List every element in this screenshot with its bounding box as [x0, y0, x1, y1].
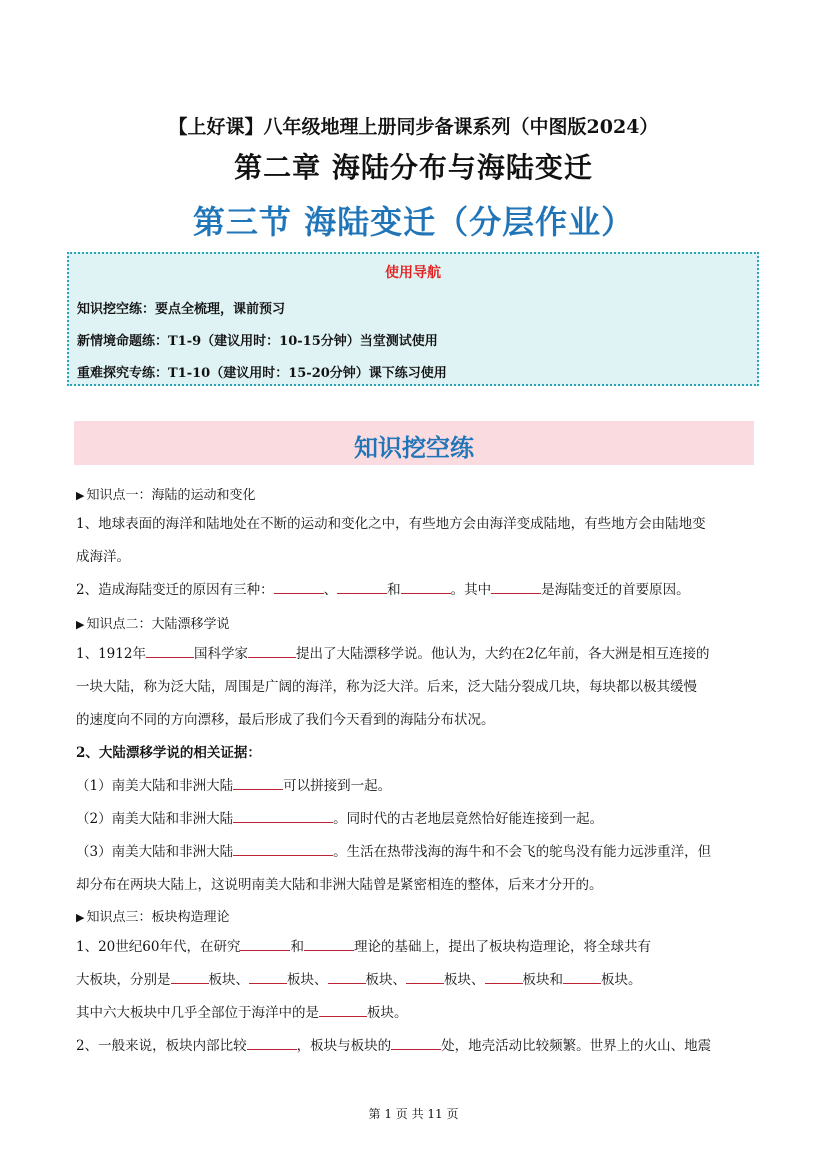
usage-guide-title: 使用导航	[385, 265, 441, 281]
triangle-bullet-icon: ▶	[76, 911, 85, 924]
paragraph: 一块大陆，称为泛大陆，周围是广阔的海洋，称为泛大洋。后来，泛大陆分裂成几块，每块都以极其缓慢	[76, 679, 697, 695]
guide-line: 知识挖空练：要点全梳理，课前预习	[77, 302, 286, 317]
paragraph-with-blanks: 2、造成海陆变迁的原因有三种： 、 和 。其中 是海陆变迁的首要原因。	[76, 582, 690, 598]
guide-line: 重难探究专练：T1-10（建议用时：15-20分钟）课下练习使用	[77, 366, 447, 381]
evidence-heading: 2、大陆漂移学说的相关证据：	[76, 745, 261, 761]
usage-guide-box	[67, 252, 759, 386]
paragraph-with-blanks: （1）南美大陆和非洲大陆 可以拼接到一起。	[76, 778, 392, 794]
fill-blank[interactable]	[233, 842, 333, 856]
fill-blank[interactable]	[248, 644, 296, 658]
paragraph-with-blanks: （3）南美大陆和非洲大陆 。生活在热带浅海的海牛和不会飞的鸵鸟没有能力远涉重洋，但	[76, 844, 712, 860]
series-title: 【上好课】八年级地理上册同步备课系列（中图版2024）	[168, 116, 659, 138]
fill-blank[interactable]	[406, 970, 444, 984]
paragraph: 却分布在两块大陆上，这说明南美大陆和非洲大陆曾是紧密相连的整体，后来才分开的。	[76, 877, 603, 893]
page-footer: 第 1 页 共 11 页	[368, 1107, 459, 1121]
fill-blank[interactable]	[240, 937, 290, 951]
fill-blank[interactable]	[249, 970, 287, 984]
fill-blank[interactable]	[391, 1036, 441, 1050]
paragraph: 1、地球表面的海洋和陆地处在不断的运动和变化之中，有些地方会由海洋变成陆地，有些地方会由陆地变	[76, 516, 706, 532]
fill-blank[interactable]	[233, 776, 283, 790]
knowledge-point-heading: ▶ 知识点一：海陆的运动和变化	[76, 488, 256, 503]
fill-blank[interactable]	[563, 970, 601, 984]
paragraph: 的速度向不同的方向漂移，最后形成了我们今天看到的海陆分布状况。	[76, 712, 495, 728]
fill-blank[interactable]	[337, 580, 387, 594]
knowledge-point-heading: ▶ 知识点三：板块构造理论	[76, 910, 230, 925]
guide-line: 新情境命题练：T1-9（建议用时：10-15分钟）当堂测试使用	[77, 334, 438, 349]
fill-blank[interactable]	[328, 970, 366, 984]
fill-blank[interactable]	[171, 970, 209, 984]
fill-blank[interactable]	[304, 937, 354, 951]
fill-blank[interactable]	[401, 580, 451, 594]
banner-title: 知识挖空练	[354, 434, 474, 462]
fill-blank[interactable]	[491, 580, 541, 594]
paragraph-with-blanks: 1、1912年 国科学家 提出了大陆漂移学说。他认为，大约在2亿年前，各大洲是相互连接的	[76, 646, 710, 662]
section-banner	[74, 421, 754, 465]
paragraph-with-blanks: （2）南美大陆和非洲大陆 。同时代的古老地层竟然恰好能连接到一起。	[76, 811, 604, 827]
triangle-bullet-icon: ▶	[76, 618, 85, 631]
paragraph: 成海洋。	[76, 549, 130, 565]
paragraph-with-blanks: 2、一般来说，板块内部比较 ，板块与板块的 处，地壳活动比较频繁。世界上的火山、地震	[76, 1038, 712, 1054]
fill-blank[interactable]	[274, 580, 324, 594]
paragraph-with-blanks: 大板块，分别是 板块、 板块、 板块、 板块、 板块和 板块。	[76, 972, 642, 988]
fill-blank[interactable]	[319, 1003, 367, 1017]
section-title: 第三节 海陆变迁（分层作业）	[192, 203, 635, 241]
knowledge-point-heading: ▶ 知识点二：大陆漂移学说	[76, 617, 230, 632]
paragraph-with-blanks: 1、20世纪60年代，在研究 和 理论的基础上，提出了板块构造理论，将全球共有	[76, 939, 651, 955]
fill-blank[interactable]	[485, 970, 523, 984]
paragraph-with-blanks: 其中六大板块中几乎全部位于海洋中的是 板块。	[76, 1005, 408, 1021]
triangle-bullet-icon: ▶	[76, 489, 85, 502]
fill-blank[interactable]	[247, 1036, 297, 1050]
fill-blank[interactable]	[146, 644, 194, 658]
fill-blank[interactable]	[233, 809, 333, 823]
chapter-title: 第二章 海陆分布与海陆变迁	[234, 151, 593, 184]
